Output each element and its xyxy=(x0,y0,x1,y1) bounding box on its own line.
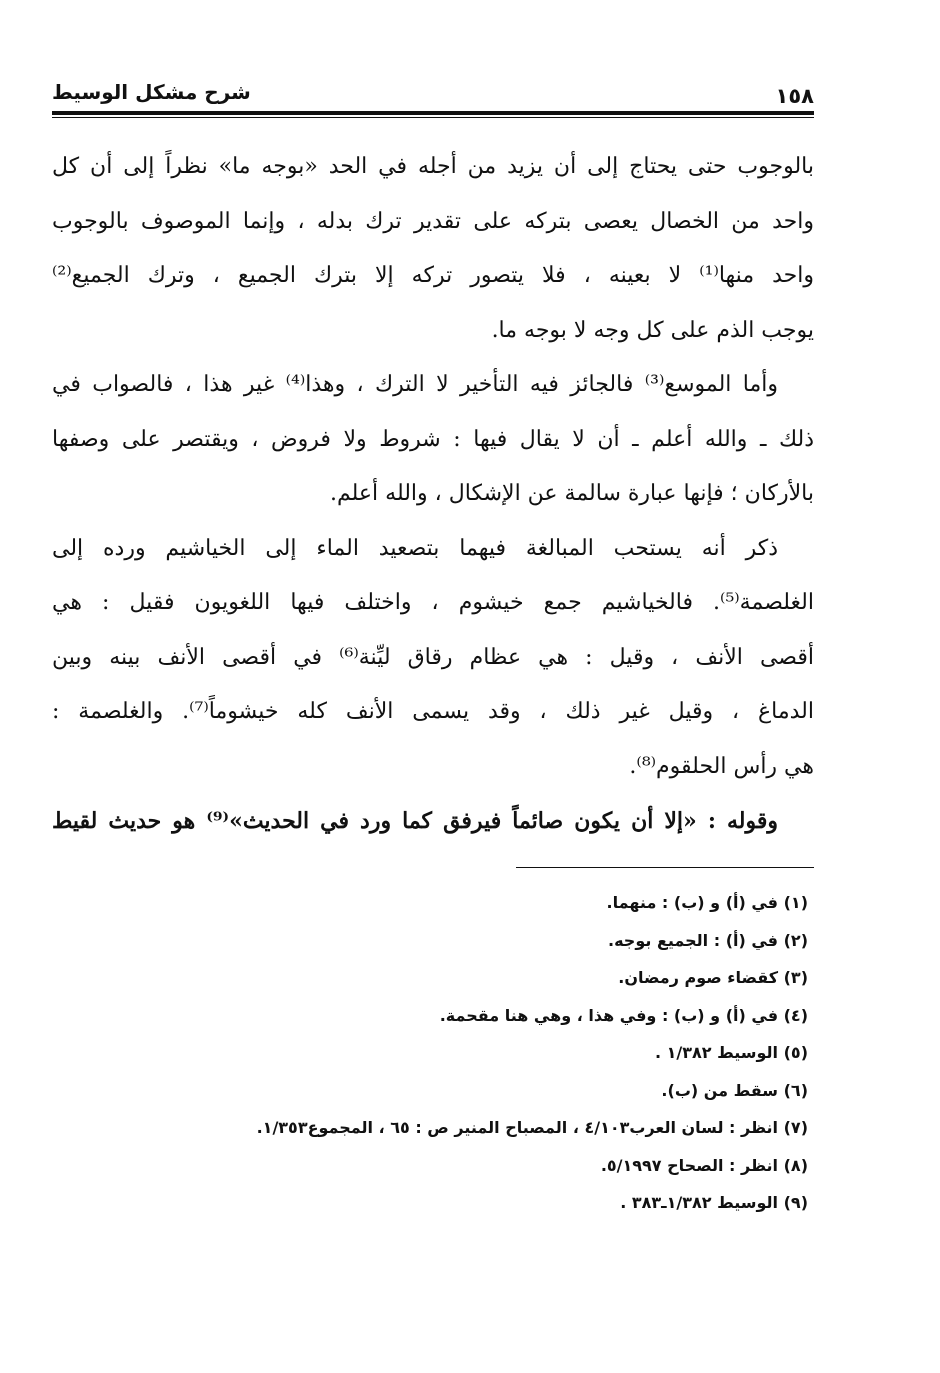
footnote: (٣) كقضاء صوم رمضان. xyxy=(618,968,808,987)
body-line: الدماغ ، وقيل غير ذلك ، وقد يسمى الأنف كله خيشوماً⁽⁷⁾. والغلصمة : xyxy=(52,699,814,724)
body-line: واحد من الخصال يعصى بتركه على تقدير ترك بدله ، وإنما الموصوف بالوجوب xyxy=(52,208,814,234)
body-line: ذلك ـ والله أعلم ـ أن لا يقال فيها : شروط ولا فروض ، ويقتصر على وصفها xyxy=(52,426,814,452)
body-line: يوجب الذم على كل وجه لا بوجه ما. xyxy=(491,317,814,343)
body-line: وأما الموسع⁽³⁾ فالجائز فيه التأخير لا الترك ، وهذا⁽⁴⁾ غير هذا ، فالصواب في xyxy=(52,372,779,397)
body-line: ذكر أنه يستحب المبالغة فيهما بتصعيد الماء إلى الخياشيم ورده إلى xyxy=(52,535,779,561)
body-line: بالأركان ؛ فإنها عبارة سالمة عن الإشكال ، والله أعلم. xyxy=(330,481,814,506)
body-line: هي رأس الحلقوم⁽⁸⁾. xyxy=(629,753,814,779)
footnote: (٢) في (أ) : الجميع بوجه. xyxy=(608,930,808,950)
footnote: (٤) في (أ) و (ب) : وفي هذا ، وهي هنا مقحمة. xyxy=(439,1005,808,1025)
footnote: (٨) انظر : الصحاح ٥/١٩٩٧. xyxy=(600,1155,808,1175)
body-line: أقصى الأنف ، وقيل : هي عظام رقاق ليِّنة⁽⁶⁾ في أقصى الأنف بينه وبين xyxy=(52,644,814,670)
body-line: وقوله : «إلا أن يكون صائماً فيرفق كما ورد في الحديث»⁽⁹⁾ هو حديث لقيط xyxy=(52,808,778,834)
body-line: واحد منها⁽¹⁾ لا بعينه ، فلا يتصور تركه إلا بترك الجميع ، وترك الجميع⁽²⁾ xyxy=(52,263,815,288)
footnotes xyxy=(52,884,814,1222)
footnote: (١) في (أ) و (ب) : منهما. xyxy=(606,893,808,912)
body-text xyxy=(52,140,814,849)
page-number: ١٥٨ xyxy=(775,84,814,108)
body-line: بالوجوب حتى يحتاج إلى أن يزيد من أجله في الحد «بوجه ما» نظراً إلى أن كل xyxy=(52,154,814,179)
footnote: (٦) سقط من (ب). xyxy=(661,1080,808,1100)
header-rule-thin xyxy=(52,117,814,118)
footnote-separator xyxy=(516,867,814,868)
footnote: (٩) الوسيط ١/٣٨٢ـ٣٨٣ . xyxy=(620,1193,808,1212)
running-title: شرح مشكل الوسيط xyxy=(52,80,251,104)
header-rule-thick xyxy=(52,111,814,115)
page-header xyxy=(52,70,814,114)
footnote: (٧) انظر : لسان العرب٤/١٠٣ ، المصباح المنير ص : ٦٥ ، المجموع١/٣٥٣. xyxy=(256,1118,808,1137)
body-line: الغلصمة⁽⁵⁾. فالخياشيم جمع خيشوم ، واختلف فيها اللغويون فقيل : هي xyxy=(52,590,814,615)
footnote: (٥) الوسيط ١/٣٨٢ . xyxy=(654,1043,808,1062)
